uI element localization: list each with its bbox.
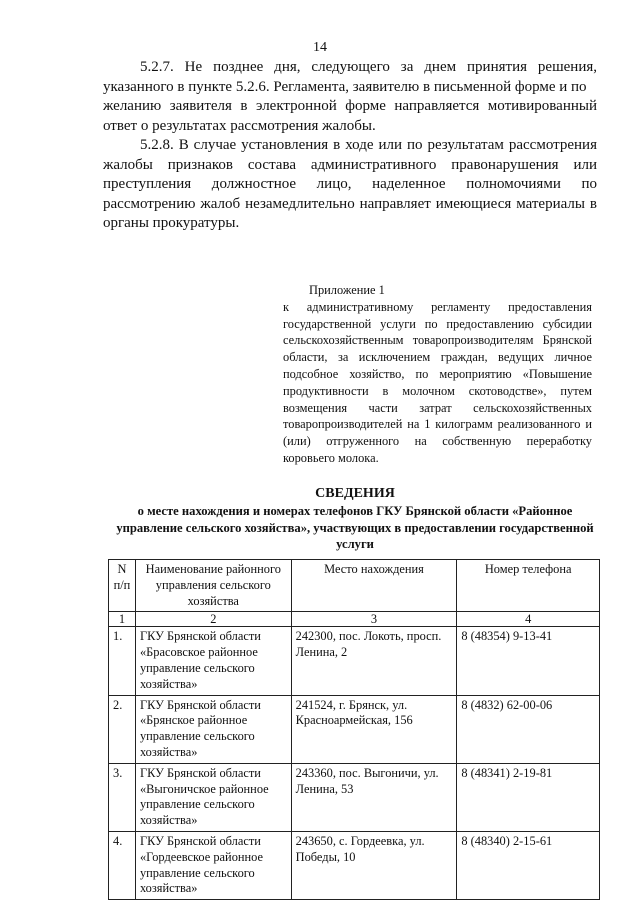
appendix-text: к административному регламенту предоставления государственной услуги по предоставлению субсидии сельскохозяйственным товаропроизводителям Брянской области, за исключением граждан, ведущих личное подсобное хозяйство, по мероприятию «Повышение продуктивности в молочном скотоводстве», путем возмещения части затрат сельскохозяйственных товаропроизводителей на 1 килограмм реализованного и (или) отгруженного на собственную переработку коровьего молока. xyxy=(283,299,592,465)
paragraph-5-2-7: 5.2.7. Не позднее дня, следующего за днем принятия решения, указанного в пункте 5.2.6. Регламента, заявителю в письменной форме и по xyxy=(103,59,597,95)
table-header-row xyxy=(109,560,600,612)
office-phone: 8 (4832) 62-00-06 xyxy=(457,695,600,763)
office-address: 241524, г. Брянск, ул. Красноармейская, 156 xyxy=(291,695,457,763)
column-number: 3 xyxy=(291,612,457,627)
appendix-title: Приложение 1 xyxy=(309,283,385,297)
heading-title: СВЕДЕНИЯ xyxy=(315,486,395,501)
office-phone: 8 (48340) 2-15-61 xyxy=(457,831,600,899)
office-address: 243650, с. Гордеевка, ул. Победы, 10 xyxy=(291,831,457,899)
table-row xyxy=(109,763,600,831)
row-number: 3. xyxy=(109,763,136,831)
office-phone: 8 (48341) 2-19-81 xyxy=(457,763,600,831)
appendix-note xyxy=(283,282,592,467)
page-number: 14 xyxy=(313,40,327,55)
section-heading xyxy=(110,485,600,553)
column-number-row xyxy=(109,612,600,627)
office-name: ГКУ Брянской области «Выгоничское районное управление сельского хозяйства» xyxy=(135,763,291,831)
header-phone: Номер телефона xyxy=(457,560,600,612)
paragraph-5-2-7-continued: желанию заявителя в электронной форме направляется мотивированный ответ о результатах рассмотрения жалобы. xyxy=(103,98,597,134)
column-number: 4 xyxy=(457,612,600,627)
office-name: ГКУ Брянской области «Брасовское районное управление сельского хозяйства» xyxy=(135,627,291,695)
office-name: ГКУ Брянской области «Брянское районное управление сельского хозяйства» xyxy=(135,695,291,763)
office-address: 242300, пос. Локоть, просп. Ленина, 2 xyxy=(291,627,457,695)
column-number: 2 xyxy=(135,612,291,627)
office-name: ГКУ Брянской области «Гордеевское районное управление сельского хозяйства» xyxy=(135,831,291,899)
header-number: N п/п xyxy=(109,560,136,612)
table-row xyxy=(109,831,600,899)
header-address: Место нахождения xyxy=(291,560,457,612)
header-name: Наименование районного управления сельского хозяйства xyxy=(135,560,291,612)
offices-table xyxy=(108,559,600,900)
office-address: 243360, пос. Выгоничи, ул. Ленина, 53 xyxy=(291,763,457,831)
column-number: 1 xyxy=(109,612,136,627)
body-text xyxy=(103,58,597,234)
office-phone: 8 (48354) 9-13-41 xyxy=(457,627,600,695)
row-number: 2. xyxy=(109,695,136,763)
row-number: 4. xyxy=(109,831,136,899)
paragraph-5-2-8: 5.2.8. В случае установления в ходе или по результатам рассмотрения жалобы признаков состава административного правонарушения или преступления должностное лицо, наделенное полномочиями по рассмотрению жалоб незамедлительно направляет имеющиеся материалы в органы прокуратуры. xyxy=(103,137,597,231)
heading-subtitle: о месте нахождения и номерах телефонов ГКУ Брянской области «Районное управление сельского хозяйства», участвующих в предоставлении государственной услуги xyxy=(116,504,594,551)
table-row xyxy=(109,627,600,695)
table-row xyxy=(109,695,600,763)
row-number: 1. xyxy=(109,627,136,695)
